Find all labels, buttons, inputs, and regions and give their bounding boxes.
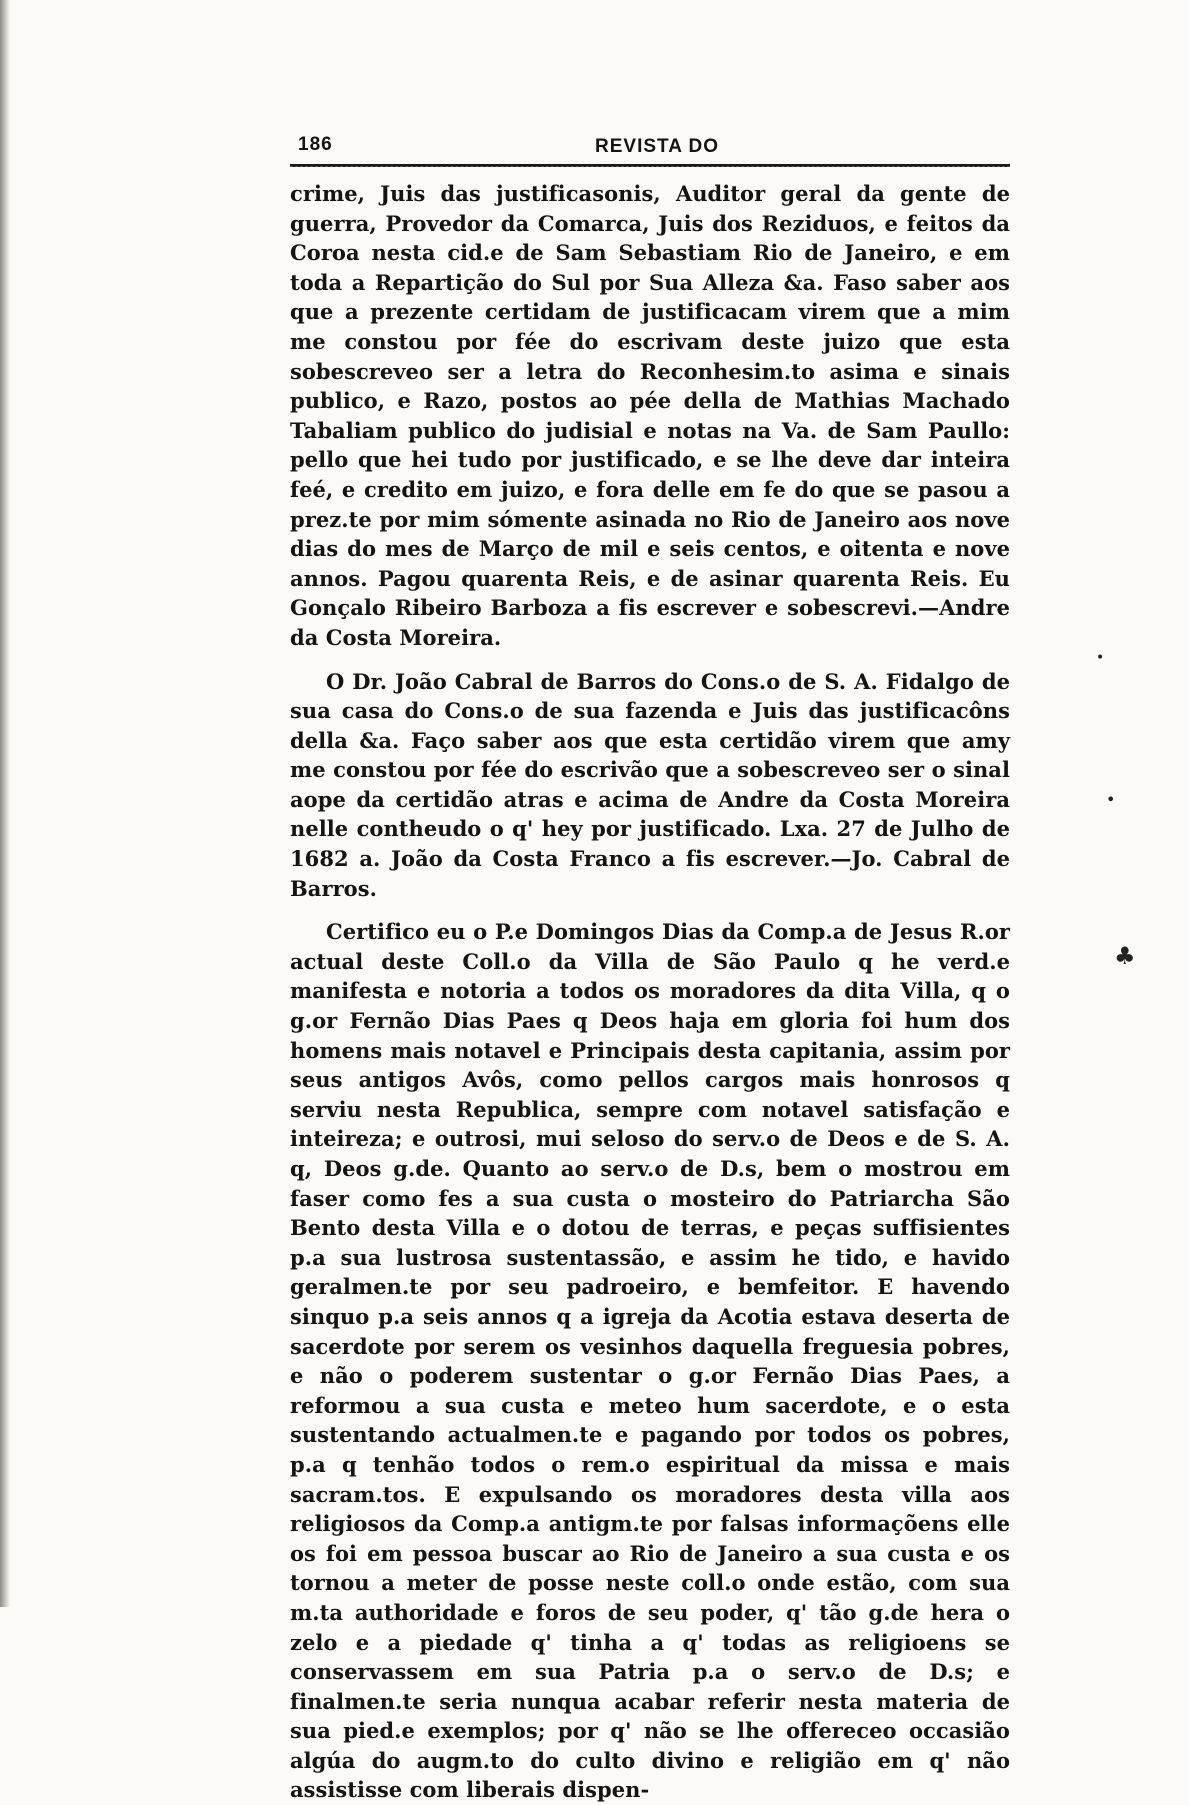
binding-edge <box>0 0 10 1607</box>
book-page <box>290 130 1010 1805</box>
paragraph-certidam: crime, Juis das justificasonis, Auditor geral da gente de guerra, Provedor da Comarca, Juis dos Reziduos, e feitos da Coroa nesta cid.e de Sam Sebastiam Rio de Janeiro, e em toda a Repartição do Sul por Sua Alleza &a. Faso saber aos que a prezente certidam de justificacam virem que a mim me constou por fée do escrivam deste juizo que esta sobescreveo ser a letra do Reconhesim.to asima e sinais publico, e Razo, postos ao pée della de Mathias Machado Tabaliam publico do judisial e notas na Va. de Sam Paullo: pello que hei tudo por justificado, e se lhe deve dar inteira feé, e credito em juizo, e fora delle em fe do que se pasou a prez.te por mim sómente asinada no Rio de Janeiro aos nove dias do mes de Março de mil e seis centos, e oitenta e nove annos. Pagou quarenta Reis, e de asinar quarenta Reis. Eu Gonçalo Ribeiro Barboza a fis escrever e sobescrevi.—Andre da Costa Moreira. <box>290 181 1010 650</box>
paragraph-joao-cabral: O Dr. João Cabral de Barros do Cons.o de S. A. Fidalgo de sua casa do Cons.o de sua fazenda e Juis das justificacôns della &a. Faço saber aos que esta certidão virem que amy me constou por fée do escrivão que a sobescreveo ser o sinal aope da certidão atras e acima de Andre da Costa Moreira nelle contheudo o q' hey por justificado. Lxa. 27 de Julho de 1682 a. João da Costa Franco a fis escrever.—Jo. Cabral de Barros. <box>290 668 1010 901</box>
running-head: REVISTA DO <box>595 136 720 157</box>
body-text <box>290 179 1010 1805</box>
margin-mark-blot: ♣ <box>1114 942 1136 970</box>
page-number: 186 <box>298 134 333 155</box>
margin-mark-spot: • <box>1106 790 1116 809</box>
page-header <box>290 130 1010 160</box>
header-rule <box>290 164 1010 167</box>
paragraph-domingos-dias: Certifico eu o P.e Domingos Dias da Comp.a de Jesus R.or actual deste Coll.o da Villa de São Paulo q he verd.e manifesta e notoria a todos os moradores da dita Villa, q o g.or Fernão Dias Paes q Deos haja em gloria foi hum dos homens mais notavel e Principais desta capitania, assim por seus antigos Avôs, como pellos cargos mais honrosos q serviu nesta Republica, sempre com notavel satisfação e inteireza; e outrosi, mui seloso do serv.o de Deos e de S. A. q, Deos g.de. Quanto ao serv.o de D.s, bem o mostrou em faser como fes a sua custa o mosteiro do Patriarcha São Bento desta Villa e o dotou de terras, e peças suffisientes p.a sua lustrosa sustentassão, e assim he tido, e havido geralmen.te por seu padroeiro, e bemfeitor. E havendo sinquo p.a seis annos q a igreja da Acotia estava deserta de sacerdote por serem os vesinhos daquella freguesia pobres, e não o poderem sustentar o g.or Fernão Dias Paes, a reformou a sua custa e meteo hum sacerdote, e o esta sustentando actualmen.te e pagando por todos os pobres, p.a q tenhão todos o rem.o espiritual da missa e mais sacram.tos. E expulsando os moradores desta villa aos religiosos da Comp.a antigm.te por falsas informaçõens elle os foi em pessoa buscar ao Rio de Janeiro a sua custa e os tornou a meter de posse neste coll.o onde estão, com sua m.ta authoridade e foros de seu poder, q' tão g.de hera o zelo e a piedade q' tinha a q' todas as religioens se conservassem em sua Patria p.a o serv.o de D.s; e finalmen.te seria nunqua acabar referir nesta materia de sua pied.e exemplos; por q' não se lhe offereceo occasião algúa do augm.to do culto divino e religião em q' não assistisse com liberais dispen- <box>290 919 1010 1803</box>
margin-mark-dot: • <box>1096 650 1105 666</box>
